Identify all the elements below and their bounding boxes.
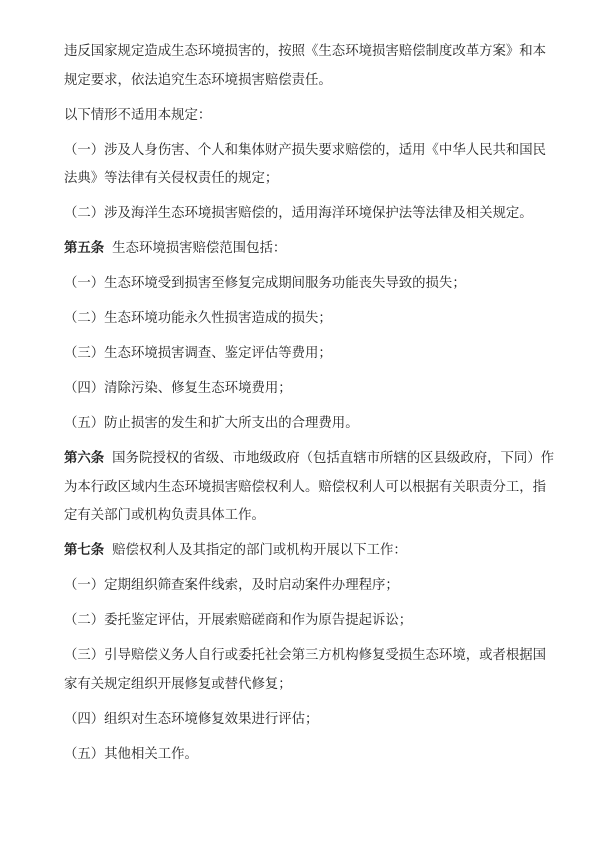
paragraph-text: （三）生态环境损害调查、鉴定评估等费用； <box>64 346 332 361</box>
paragraph-text: （一）生态环境受到损害至修复完成期间服务功能丧失导致的损失； <box>64 276 466 291</box>
paragraph-exclusions-intro <box>64 102 558 131</box>
paragraph-text: （五）其他相关工作。 <box>64 746 198 762</box>
article-heading: 第七条 <box>64 543 105 558</box>
article-7-item-1 <box>64 572 558 601</box>
article-5-item-4 <box>64 375 558 404</box>
article-5-item-5 <box>64 410 558 439</box>
article-7-item-3 <box>64 642 558 699</box>
paragraph-text: （一）定期组织筛查案件线索，及时启动案件办理程序； <box>64 578 399 593</box>
article-6 <box>64 445 558 531</box>
article-7-item-5 <box>64 741 558 770</box>
paragraph-text: （四）清除污染、修复生态环境费用； <box>64 381 292 396</box>
paragraph-text: 赔偿权利人及其指定的部门或机构开展以下工作： <box>112 543 407 558</box>
paragraph-text: 以下情形不适用本规定： <box>64 107 212 123</box>
paragraph-text: （二）涉及海洋生态环境损害赔偿的，适用海洋环境保护法等法律及相关规定。 <box>64 206 533 221</box>
paragraph-text: 国务院授权的省级、市地级政府（包括直辖市所辖的区县级政府，下同）作为本行政区域内生态环境损害赔偿权利人。赔偿权利人可以根据有关职责分工，指定有关部门或机构负责具体工作。 <box>64 451 555 523</box>
article-5-item-1 <box>64 270 558 299</box>
exclusion-item-1 <box>64 137 558 194</box>
paragraph-text: （五）防止损害的发生和扩大所支出的合理费用。 <box>64 416 359 431</box>
paragraph-intro <box>64 38 558 95</box>
article-7 <box>64 537 558 566</box>
paragraph-text: （二）委托鉴定评估，开展索赔磋商和作为原告提起诉讼； <box>64 613 413 628</box>
article-5-item-2 <box>64 305 558 334</box>
paragraph-text: 生态环境损害赔偿范围包括： <box>112 241 287 256</box>
article-heading: 第六条 <box>64 451 105 466</box>
exclusion-item-2 <box>64 200 558 229</box>
article-7-item-4 <box>64 706 558 735</box>
paragraph-text: （一）涉及人身伤害、个人和集体财产损失要求赔偿的，适用《中华人民共和国民法典》等法律有关侵权责任的规定； <box>64 142 547 186</box>
article-7-item-2 <box>64 607 558 636</box>
article-5-item-3 <box>64 340 558 369</box>
paragraph-text: （三）引导赔偿义务人自行或委托社会第三方机构修复受损生态环境，或者根据国家有关规定组织开展修复或替代修复； <box>64 648 547 692</box>
article-heading: 第五条 <box>64 241 105 256</box>
paragraph-text: 违反国家规定造成生态环境损害的，按照《生态环境损害赔偿制度改革方案》和本规定要求，依法追究生态环境损害赔偿责任。 <box>64 44 547 88</box>
article-5 <box>64 235 558 264</box>
paragraph-text: （二）生态环境功能永久性损害造成的损失； <box>64 311 332 326</box>
document-body <box>64 38 558 776</box>
paragraph-text: （四）组织对生态环境修复效果进行评估； <box>64 711 319 727</box>
